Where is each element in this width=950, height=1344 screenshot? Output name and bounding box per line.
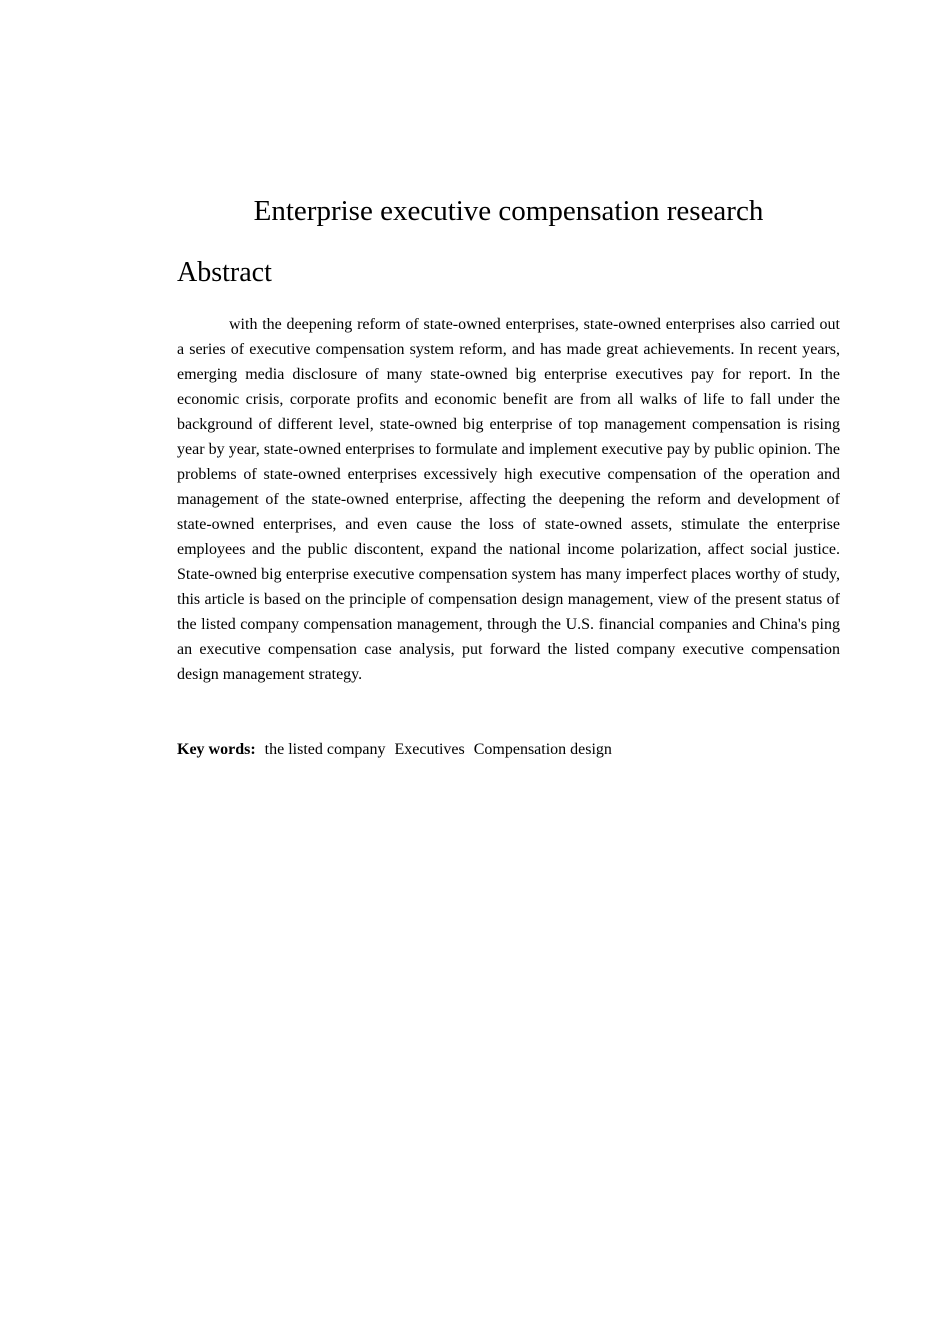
keywords-label: Key words:: [177, 741, 256, 758]
keyword-item: Compensation design: [473, 741, 612, 758]
abstract-body: with the deepening reform of state-owned enterprises, state-owned enterprises also carried out a series of executive compensation system reform, and has made great achievements. In recent years, emerging media disclosure of many state-owned big enterprise executives pay for report. In the economic crisis, corporate profits and economic benefit are from all walks of life to fall under the background of different level, state-owned big enterprise of top management compensation is rising year by year, state-owned enterprises to formulate and implement executive pay by public opinion. The problems of state-owned enterprises excessively high executive compensation of the operation and management of the state-owned enterprise, affecting the deepening the reform and development of state-owned enterprises, and even cause the loss of state-owned assets, stimulate the enterprise employees and the public discontent, expand the national income polarization, affect social justice. State-owned big enterprise executive compensation system has many imperfect places worthy of study, this article is based on the principle of compensation design management, view of the present status of the listed company compensation management, through the U.S. financial companies and China's ping an executive compensation case analysis, put forward the listed company executive compensation design management strategy.: [177, 316, 840, 683]
document-title: Enterprise executive compensation research: [253, 195, 764, 227]
keywords-line: [177, 737, 840, 762]
abstract-heading: Abstract: [177, 257, 272, 288]
keyword-item: Executives: [394, 741, 465, 758]
keyword-item: the listed company: [264, 741, 386, 758]
